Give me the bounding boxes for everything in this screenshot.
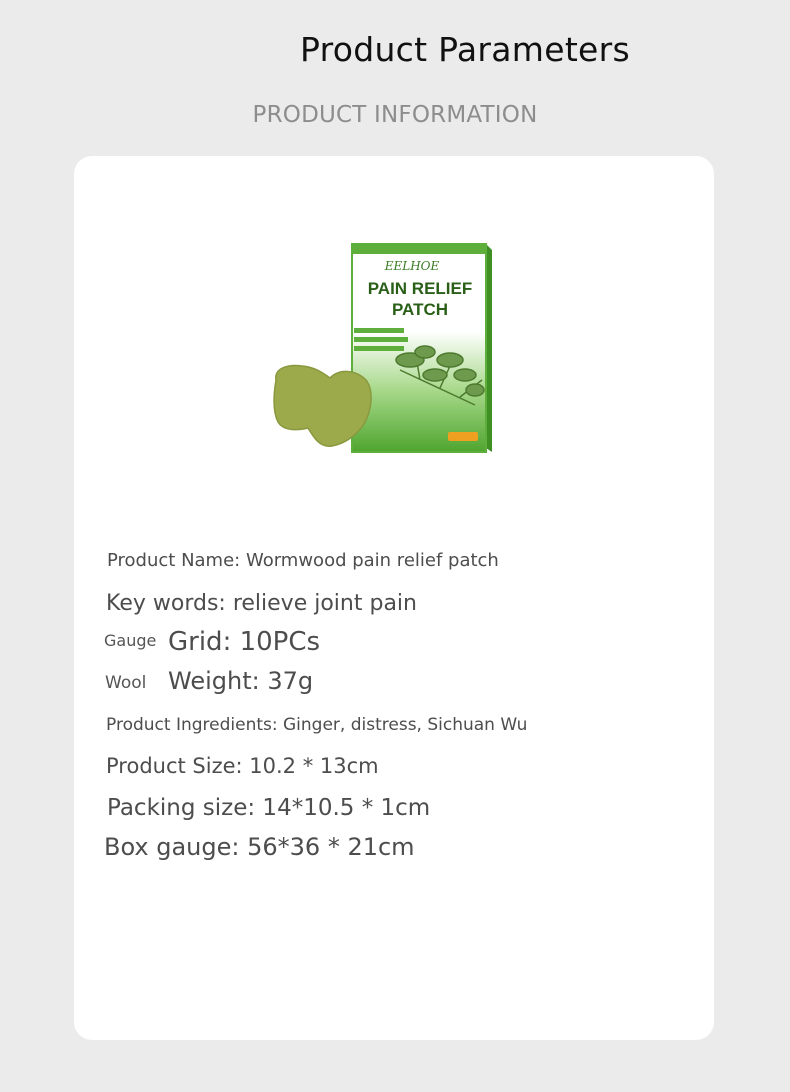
box-title-line1: PAIN RELIEF (367, 279, 473, 298)
box-brand: EELHOE (384, 259, 440, 273)
page-subtitle: PRODUCT INFORMATION (252, 102, 538, 128)
box-title-line2: PATCH (391, 300, 449, 319)
spec-weight: Weight: 37g (168, 667, 314, 695)
product-image (270, 240, 500, 460)
spec-packing-size: Packing size: 14*10.5 * 1cm (107, 795, 431, 821)
spec-wool-prefix: Wool (105, 673, 147, 693)
spec-keywords: Key words: relieve joint pain (106, 591, 417, 616)
spec-box-gauge: Box gauge: 56*36 * 21cm (104, 833, 415, 861)
page-title: Product Parameters (299, 30, 631, 69)
spec-product-size: Product Size: 10.2 * 13cm (106, 754, 379, 778)
spec-ingredients: Product Ingredients: Ginger, distress, Sichuan Wu (106, 715, 528, 735)
spec-product-name: Product Name: Wormwood pain relief patch (107, 550, 499, 571)
spec-gauge-prefix: Gauge (104, 631, 157, 650)
spec-grid: Grid: 10PCs (168, 627, 321, 657)
